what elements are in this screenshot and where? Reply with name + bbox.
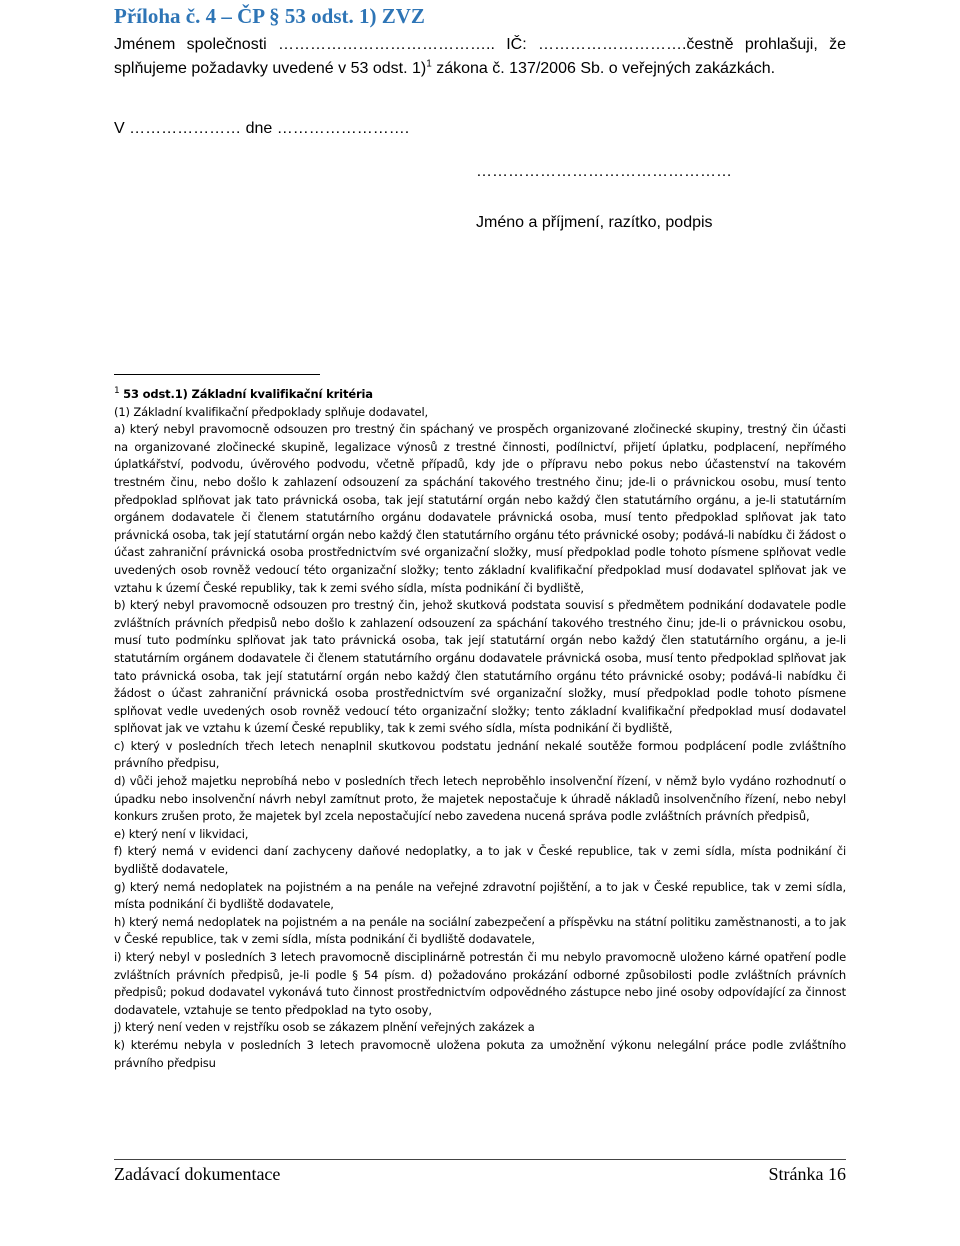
footnote-paragraph: g) který nemá nedoplatek na pojistném a na penále na veřejné zdravotní pojištění, a to jak v České republice, tak v zemi sídla, místa podnikání či bydliště dodavatele, (114, 879, 846, 912)
footer-divider (114, 1159, 846, 1160)
footnote-paragraph: h) který nemá nedoplatek na pojistném a na penále na sociální zabezpečení a příspěvku na státní politiku zaměstnanosti, a to jak v České republice, tak v zemi sídla, místa podnikání či bydliště dodavatele, (114, 914, 846, 947)
signature-line: ………………………………………… (476, 163, 732, 180)
footer-document-name: Zadávací dokumentace (114, 1164, 281, 1184)
footnote-separator (114, 374, 320, 375)
footnote-heading (114, 386, 846, 404)
footnote-paragraph: a) který nebyl pravomocně odsouzen pro trestný čin spáchaný ve prospěch organizované zločinecké skupiny, trestný čin účasti na organizované zločinecké skupině, legalizace výnosů z trestné činnosti, podílnictví, přijetí úplatku, podplacení, nepřímého úplatkářství, podvodu, úvěrového podvodu, včetně případů, kdy jde o přípravu nebo pokus nebo účastenství na takovém trestném činu, nebo došlo k zahlazení odsouzení za spáchání takového trestného činu; jde-li o právnickou osobu, musí tento předpoklad splňovat jak tato právnická osoba, tak její statutární orgán nebo každý člen statutárního orgánu, a je-li statutárním orgánem dodavatele či členem statutárního orgánu dodavatele právnická osoba, musí tento předpoklad splňovat jak tato právnická osoba, tak její statutární orgán nebo každý člen statutárního orgánu této právnické osoby; podává-li nabídku či žádost o účast zahraniční právnická osoba prostřednictvím své organizační složky, musí předpoklad podle tohoto písmene splňovat vedle uvedených osob rovněž vedoucí této organizační složky; tento základní kvalifikační předpoklad musí dodavatel splňovat jak ve vztahu k území České republiky, tak k zemi svého sídla, místa podnikání či bydliště, (114, 422, 846, 595)
page-title: Příloha č. 4 – ČP § 53 odst. 1) ZVZ (114, 4, 425, 28)
footnote-paragraph: (1) Základní kvalifikační předpoklady splňuje dodavatel, (114, 404, 429, 419)
footer-page-number: Stránka 16 (768, 1164, 846, 1184)
footnote-paragraph: k) kterému nebyla v posledních 3 letech pravomocně uložena pokuta za umožnění výkonu nelegální práce podle zvláštního právního předpisu (114, 1037, 846, 1070)
footnote-reference: 1 (426, 58, 432, 70)
footnote-title: 53 odst.1) Základní kvalifikační kritéria (123, 387, 373, 401)
footnote-paragraph: d) vůči jehož majetku neprobíhá nebo v posledních třech letech neproběhlo insolvenční řízení, v němž bylo vydáno rozhodnutí o úpadku nebo insolvenční návrh nebyl zamítnut proto, že majetek nepostačuje k úhradě nákladů insolvenčního řízení, nebo nebyl konkurs zrušen proto, že majetek byl zcela nepostačující nebo zavedena nucená správa podle zvláštních právních předpisů, (114, 774, 846, 824)
footnote (114, 386, 846, 1072)
footnote-paragraph: c) který v posledních třech letech nenaplnil skutkovou podstatu jednání nekalé soutěže formou podplácení podle zvláštního právního předpisu, (114, 738, 846, 771)
declaration-text-end: zákona č. 137/2006 Sb. o veřejných zakázkách. (431, 60, 776, 77)
footnote-paragraph: e) který není v likvidaci, (114, 826, 249, 841)
declaration-text: Jménem společnosti ………………………………….. IČ: ……………………….čestně prohlašuji, že splňujeme požadavky uvedené v 53 odst. 1) (114, 36, 846, 77)
signature-label: Jméno a příjmení, razítko, podpis (476, 214, 713, 231)
declaration-paragraph (114, 33, 846, 81)
footnote-paragraph: j) který není veden v rejstříku osob se zákazem plnění veřejných zakázek a (114, 1020, 535, 1035)
footnote-paragraph: b) který nebyl pravomocně odsouzen pro trestný čin, jehož skutková podstata souvisí s předmětem podnikání dodavatele podle zvláštních právních předpisů nebo došlo k zahlazení odsouzení za spáchání takového trestného činu; jde-li o právnickou osobu, musí tuto podmínku splňovat jak tato právnická osoba, tak její statutární orgán nebo každý člen statutárního orgánu, a je-li statutárním orgánem dodavatele či členem statutárního orgánu dodavatele právnická osoba, musí tento předpoklad splňovat jak tato právnická osoba, tak její statutární orgán nebo každý člen statutárního orgánu této právnické osoby; podává-li nabídku či žádost o účast zahraniční právnická osoba prostřednictvím své organizační složky, musí předpoklad podle tohoto písmene splňovat vedle uvedených osob rovněž vedoucí této organizační složky; tento základní kvalifikační předpoklad musí dodavatel splňovat jak ve vztahu k území České republiky, tak k zemi svého sídla, místa podnikání či bydliště, (114, 598, 846, 736)
footnote-paragraph: i) který nebyl v posledních 3 letech pravomocně disciplinárně potrestán či mu nebylo pravomocně uloženo kárné opatření podle zvláštních právních předpisů, je-li podle § 54 písm. d) požadováno prokázání odborné způsobilosti podle zvláštních právních předpisů; pokud dodavatel vykonává tuto činnost prostřednictvím odpovědného zástupce nebo jiné osoby odpovídající za činnost dodavatele, vztahuje se tento předpoklad na tyto osoby, (114, 950, 846, 1017)
place-date-line: V ………………… dne ……………………. (114, 120, 410, 137)
footnote-paragraph: f) který nemá v evidenci daní zachyceny daňové nedoplatky, a to jak v České republice, tak v zemi sídla, místa podnikání či bydliště dodavatele, (114, 844, 846, 877)
footnote-number: 1 (114, 386, 120, 396)
